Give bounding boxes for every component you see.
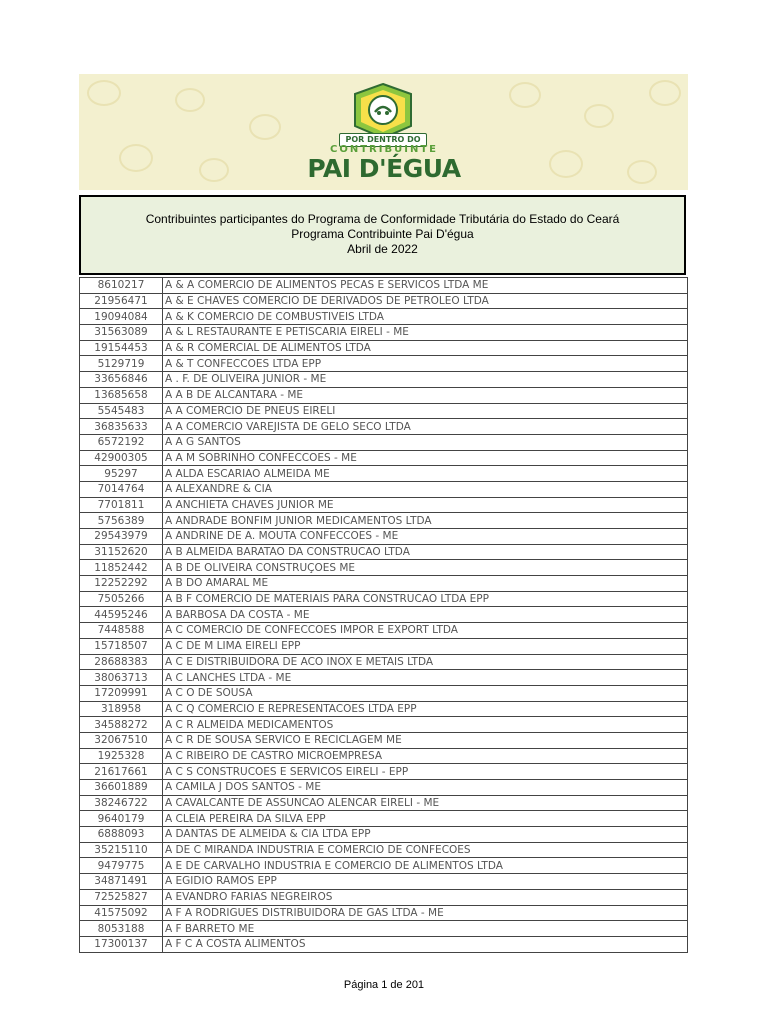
table-row (80, 905, 688, 921)
table-row (80, 497, 688, 513)
table-row (80, 356, 688, 372)
taxpayer-id-cell: 34871491 (80, 874, 163, 890)
table-row (80, 560, 688, 576)
taxpayer-id-cell: 44595246 (80, 607, 163, 623)
taxpayer-id-cell: 33656846 (80, 372, 163, 388)
taxpayer-name-cell: A C DE M LIMA EIRELI EPP (163, 638, 688, 654)
taxpayer-name-cell: A F C A COSTA ALIMENTOS (163, 936, 688, 952)
taxpayer-name-cell: A A G SANTOS (163, 434, 688, 450)
taxpayer-id-cell: 1925328 (80, 748, 163, 764)
table-row (80, 795, 688, 811)
taxpayer-name-cell: A ANCHIETA CHAVES JUNIOR ME (163, 497, 688, 513)
taxpayer-name-cell: A A COMERCIO DE PNEUS EIRELI (163, 403, 688, 419)
taxpayer-id-cell: 8053188 (80, 921, 163, 937)
taxpayer-id-cell: 19094084 (80, 309, 163, 325)
table-row (80, 921, 688, 937)
header-title: Contribuintes participantes do Programa de Conformidade Tributária do Estado do Ceará (145, 212, 620, 226)
taxpayer-id-cell: 42900305 (80, 450, 163, 466)
taxpayer-id-cell: 6572192 (80, 434, 163, 450)
taxpayer-name-cell: A A M SOBRINHO CONFECCOES - ME (163, 450, 688, 466)
taxpayer-id-cell: 17300137 (80, 936, 163, 952)
taxpayer-id-cell: 32067510 (80, 732, 163, 748)
table-row (80, 685, 688, 701)
taxpayer-name-cell: A BARBOSA DA COSTA - ME (163, 607, 688, 623)
taxpayer-name-cell: A & T CONFECCOES LTDA EPP (163, 356, 688, 372)
taxpayer-id-cell: 21617661 (80, 764, 163, 780)
table-row (80, 748, 688, 764)
logo-badge-icon (349, 82, 417, 140)
taxpayer-id-cell: 72525827 (80, 889, 163, 905)
taxpayer-id-cell: 8610217 (80, 278, 163, 294)
decorative-circle (199, 158, 229, 182)
taxpayer-id-cell: 318958 (80, 701, 163, 717)
taxpayer-name-cell: A C R DE SOUSA SERVICO E RECICLAGEM ME (163, 732, 688, 748)
header-program: Programa Contribuinte Pai D'égua (291, 227, 474, 241)
taxpayer-id-cell: 95297 (80, 466, 163, 482)
taxpayer-name-cell: A ANDRADE BONFIM JUNIOR MEDICAMENTOS LTDA (163, 513, 688, 529)
taxpayer-id-cell: 11852442 (80, 560, 163, 576)
table-row (80, 732, 688, 748)
table-row (80, 544, 688, 560)
table-row (80, 309, 688, 325)
taxpayer-id-cell: 9479775 (80, 858, 163, 874)
table-row (80, 591, 688, 607)
taxpayer-name-cell: A C COMERCIO DE CONFECCOES IMPOR E EXPORT LTDA (163, 623, 688, 639)
decorative-circle (627, 160, 657, 184)
taxpayer-name-cell: A CLEIA PEREIRA DA SILVA EPP (163, 811, 688, 827)
taxpayer-name-cell: A CAMILA J DOS SANTOS - ME (163, 780, 688, 796)
taxpayer-id-cell: 6888093 (80, 827, 163, 843)
taxpayer-id-cell: 12252292 (80, 576, 163, 592)
decorative-circle (549, 150, 583, 178)
table-row (80, 842, 688, 858)
taxpayer-name-cell: A C R ALMEIDA MEDICAMENTOS (163, 717, 688, 733)
decorative-circle (87, 80, 121, 106)
table-row (80, 701, 688, 717)
taxpayer-id-cell: 38063713 (80, 670, 163, 686)
taxpayer-id-cell: 7448588 (80, 623, 163, 639)
taxpayer-name-cell: A & E CHAVES COMERCIO DE DERIVADOS DE PETROLEO LTDA (163, 293, 688, 309)
table-row (80, 858, 688, 874)
page-footer: Página 1 de 201 (343, 979, 425, 991)
taxpayer-id-cell: 7014764 (80, 481, 163, 497)
taxpayer-name-cell: A A COMERCIO VAREJISTA DE GELO SECO LTDA (163, 419, 688, 435)
taxpayer-name-cell: A C LANCHES LTDA - ME (163, 670, 688, 686)
taxpayer-id-cell: 31152620 (80, 544, 163, 560)
table-row (80, 827, 688, 843)
taxpayer-id-cell: 15718507 (80, 638, 163, 654)
taxpayer-name-cell: A EGIDIO RAMOS EPP (163, 874, 688, 890)
taxpayer-name-cell: A C RIBEIRO DE CASTRO MICROEMPRESA (163, 748, 688, 764)
table-row (80, 780, 688, 796)
table-row (80, 670, 688, 686)
taxpayer-name-cell: A ANDRINE DE A. MOUTA CONFECCOES - ME (163, 529, 688, 545)
taxpayer-id-cell: 5756389 (80, 513, 163, 529)
taxpayer-name-cell: A E DE CARVALHO INDUSTRIA E COMERCIO DE ALIMENTOS LTDA (163, 858, 688, 874)
table-row (80, 638, 688, 654)
taxpayer-table (79, 277, 688, 953)
logo-title: PAI D'ÉGUA (307, 154, 461, 183)
table-row (80, 607, 688, 623)
table-row (80, 340, 688, 356)
taxpayer-id-cell: 13685658 (80, 387, 163, 403)
taxpayer-name-cell: A ALEXANDRE & CIA (163, 481, 688, 497)
decorative-circle (249, 114, 281, 140)
taxpayer-name-cell: A F A RODRIGUES DISTRIBUIDORA DE GAS LTDA - ME (163, 905, 688, 921)
taxpayer-name-cell: A C Q COMERCIO E REPRESENTACOES LTDA EPP (163, 701, 688, 717)
taxpayer-name-cell: A CAVALCANTE DE ASSUNCAO ALENCAR EIRELI - ME (163, 795, 688, 811)
taxpayer-id-cell: 34588272 (80, 717, 163, 733)
taxpayer-name-cell: A DE C MIRANDA INDUSTRIA E COMERCIO DE CONFECOES (163, 842, 688, 858)
taxpayer-name-cell: A & L RESTAURANTE E PETISCARIA EIRELI - ME (163, 325, 688, 341)
decorative-circle (119, 144, 153, 172)
taxpayer-name-cell: A B DO AMARAL ME (163, 576, 688, 592)
table-row (80, 450, 688, 466)
taxpayer-name-cell: A B DE OLIVEIRA CONSTRUÇOES ME (163, 560, 688, 576)
taxpayer-id-cell: 41575092 (80, 905, 163, 921)
taxpayer-name-cell: A A B DE ALCANTARA - ME (163, 387, 688, 403)
logo-ribbon: POR DENTRO DO (339, 133, 427, 147)
table-row (80, 811, 688, 827)
table-row (80, 325, 688, 341)
taxpayer-name-cell: A . F. DE OLIVEIRA JUNIOR - ME (163, 372, 688, 388)
taxpayer-name-cell: A B ALMEIDA BARATAO DA CONSTRUCAO LTDA (163, 544, 688, 560)
taxpayer-id-cell: 36835633 (80, 419, 163, 435)
table-row (80, 889, 688, 905)
taxpayer-table-body (80, 278, 688, 953)
table-row (80, 529, 688, 545)
taxpayer-id-cell: 5129719 (80, 356, 163, 372)
taxpayer-name-cell: A ALDA ESCARIAO ALMEIDA ME (163, 466, 688, 482)
table-row (80, 764, 688, 780)
taxpayer-id-cell: 35215110 (80, 842, 163, 858)
table-row (80, 513, 688, 529)
taxpayer-name-cell: A & K COMERCIO DE COMBUSTIVEIS LTDA (163, 309, 688, 325)
table-row (80, 481, 688, 497)
taxpayer-id-cell: 28688383 (80, 654, 163, 670)
header-date: Abril de 2022 (347, 242, 418, 256)
taxpayer-id-cell: 9640179 (80, 811, 163, 827)
table-row (80, 717, 688, 733)
taxpayer-id-cell: 19154453 (80, 340, 163, 356)
taxpayer-id-cell: 21956471 (80, 293, 163, 309)
taxpayer-name-cell: A B F COMERCIO DE MATERIAIS PARA CONSTRUCAO LTDA EPP (163, 591, 688, 607)
decorative-circle (509, 82, 541, 108)
taxpayer-id-cell: 7505266 (80, 591, 163, 607)
taxpayer-name-cell: A & R COMERCIAL DE ALIMENTOS LTDA (163, 340, 688, 356)
taxpayer-id-cell: 38246722 (80, 795, 163, 811)
table-row (80, 466, 688, 482)
decorative-circle (584, 104, 614, 128)
table-row (80, 434, 688, 450)
table-row (80, 293, 688, 309)
document-header (79, 195, 686, 275)
table-row (80, 419, 688, 435)
taxpayer-id-cell: 5545483 (80, 403, 163, 419)
table-row (80, 387, 688, 403)
taxpayer-id-cell: 31563089 (80, 325, 163, 341)
taxpayer-name-cell: A C O DE SOUSA (163, 685, 688, 701)
taxpayer-name-cell: A DANTAS DE ALMEIDA & CIA LTDA EPP (163, 827, 688, 843)
taxpayer-id-cell: 17209991 (80, 685, 163, 701)
taxpayer-name-cell: A F BARRETO ME (163, 921, 688, 937)
decorative-circle (649, 80, 681, 106)
taxpayer-id-cell: 29543979 (80, 529, 163, 545)
table-row (80, 936, 688, 952)
table-row (80, 654, 688, 670)
table-row (80, 403, 688, 419)
table-row (80, 623, 688, 639)
taxpayer-name-cell: A EVANDRO FARIAS NEGREIROS (163, 889, 688, 905)
logo-subtitle: CONTRIBUINTE (330, 144, 438, 155)
table-row (80, 372, 688, 388)
taxpayer-name-cell: A C E DISTRIBUIDORA DE ACO INOX E METAIS LTDA (163, 654, 688, 670)
table-row (80, 874, 688, 890)
table-row (80, 278, 688, 294)
taxpayer-name-cell: A C S CONSTRUCOES E SERVICOS EIRELI - EPP (163, 764, 688, 780)
decorative-circle (175, 88, 205, 112)
taxpayer-id-cell: 7701811 (80, 497, 163, 513)
taxpayer-name-cell: A & A COMERCIO DE ALIMENTOS PECAS E SERVICOS LTDA ME (163, 278, 688, 294)
table-row (80, 576, 688, 592)
taxpayer-id-cell: 36601889 (80, 780, 163, 796)
header-banner (79, 74, 688, 190)
